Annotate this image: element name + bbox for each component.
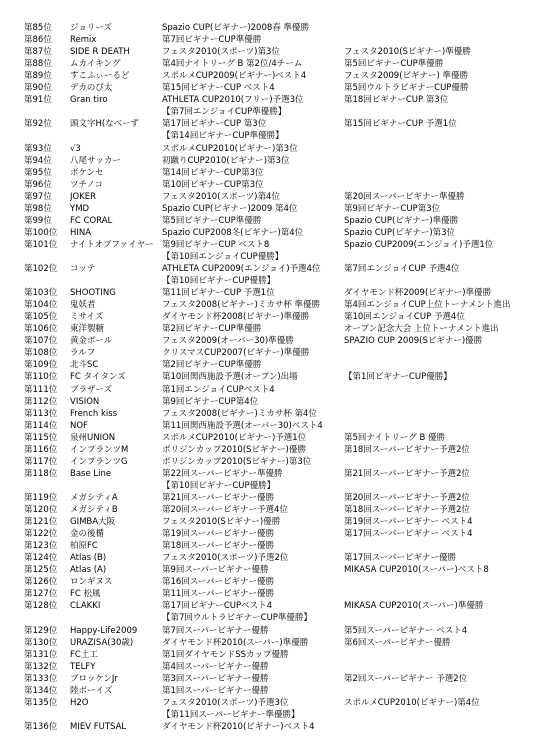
team-name: 八尾サッカー [70, 155, 121, 166]
rank-cell: 第119位 [24, 492, 58, 503]
ranking-row [0, 143, 560, 155]
ranking-row [0, 697, 560, 709]
result-secondary: 第5回ビギナーCUP準優勝 [344, 59, 444, 70]
rank-cell: 第100位 [24, 227, 58, 238]
ranking-row [0, 588, 560, 600]
result-secondary: MIKASA CUP2010(スーパー)準優勝 [344, 601, 484, 612]
team-name: CLAKKI [70, 601, 101, 612]
team-name: メガシティA [70, 492, 118, 503]
team-name: インプランツM [70, 444, 129, 455]
team-name: 頭文字H(なべーず [70, 119, 139, 130]
rank-cell: 第129位 [24, 625, 58, 636]
rank-cell: 第91位 [24, 95, 52, 106]
ranking-row [0, 685, 560, 697]
ranking-row [0, 661, 560, 673]
rank-cell: 第130位 [24, 637, 58, 648]
team-name: Atlas (B) [70, 553, 107, 564]
rank-cell: 第134位 [24, 685, 58, 696]
ranking-row [0, 82, 560, 94]
result-primary: スポルメCUP2010(ビギナー)予選1位 [162, 432, 307, 443]
ranking-row [0, 311, 560, 323]
result-primary: Spazio CUP(ビギナー)2008春 準優勝 [162, 23, 309, 33]
result-primary: 第21回スーパービギナー優勝 [162, 492, 274, 503]
ranking-row [0, 167, 560, 179]
rank-cell: 第117位 [24, 456, 58, 467]
result-primary: フェスタ2008(ビギナー)ミカサ杯 準優勝 [162, 300, 321, 311]
result-secondary: スポルメCUP2010(ビギナー)第4位 [344, 697, 480, 708]
result-secondary: 【第1回ビギナーCUP優勝】 [344, 372, 452, 383]
result-primary: 第1回エンジョイCUPベスト4 [162, 384, 275, 395]
team-name: メガシティB [70, 505, 118, 515]
ranking-row [0, 203, 560, 215]
result-primary: Spazio CUP(ビギナー)2009 第4位 [162, 203, 298, 214]
result-primary: 第1回スーパービギナー優勝 [162, 685, 269, 696]
result-primary: 第11回ビギナーCUP 予選1位 [162, 288, 275, 299]
team-name: Base Line [70, 468, 112, 479]
result-secondary: Spazio CUP2009(エンジョイ)予選1位 [344, 239, 494, 250]
ranking-row [0, 263, 560, 275]
result-secondary: 第19回スーパービギナー ベスト4 [344, 517, 473, 528]
team-name: コッテ [70, 264, 96, 274]
rank-cell: 第127位 [24, 589, 58, 600]
ranking-row [0, 492, 560, 504]
team-name: SIDE R DEATH [70, 47, 130, 58]
result-primary: 第20回スーパービギナー予選4位 [162, 505, 288, 515]
result-primary: 第9回ビギナーCUP第4位 [162, 396, 259, 407]
result-secondary: 第20回スーパービギナー予選2位 [344, 492, 470, 503]
result-primary: フェスタ2008(ビギナー)ミカサ杯 第4位 [162, 408, 317, 419]
result-primary: フェスタ2010(スポーツ)第4位 [162, 191, 280, 202]
ranking-row [0, 528, 560, 540]
team-name: H2O [70, 697, 89, 708]
team-name: 金の後楯 [70, 529, 105, 540]
rank-cell: 第124位 [24, 553, 58, 564]
ranking-row [0, 58, 560, 70]
rank-cell: 第96位 [24, 179, 52, 190]
result-primary: クリスマスCUP2007(ビギナー)準優勝 [162, 348, 310, 359]
rank-cell: 第98位 [24, 203, 52, 214]
result-primary: フェスタ2010(Sビギナー)優勝 [162, 517, 281, 528]
team-name: インプランツG [70, 456, 128, 467]
result-primary: 第18回スーパービギナー優勝 [162, 541, 274, 552]
result-secondary: 第2回スーパービギナー 予選2位 [344, 673, 468, 684]
result-primary: 第17回ビギナーCUPベスト4 [162, 601, 273, 612]
result-secondary: 第5回ウルトラビギナーCUP優勝 [344, 83, 469, 94]
result-secondary: SPAZIO CUP 2009(Sビギナー)優勝 [344, 336, 483, 347]
rank-cell: 第93位 [24, 143, 52, 154]
team-name: 東洋製糖 [70, 324, 105, 335]
result-primary: 第16回スーパービギナー優勝 [162, 577, 274, 588]
ranking-row [0, 359, 560, 371]
result-primary: 第17回ビギナーCUP 第3位 [162, 119, 267, 130]
result-secondary: フェスタ2010(Sビギナー)準優勝 [344, 47, 471, 58]
team-name: FC 松風 [70, 589, 101, 600]
award-note: 【第14回ビギナーCUP準優勝】 [162, 131, 284, 142]
result-primary: 第5回ビギナーCUP準優勝 [162, 215, 262, 226]
rank-cell: 第95位 [24, 167, 52, 178]
result-secondary: ダイヤモンド杯2009(ビギナー)準優勝 [344, 288, 492, 299]
team-name: FC土工 [70, 649, 98, 660]
ranking-row [0, 456, 560, 468]
result-primary: 第19回スーパービギナー優勝 [162, 529, 274, 540]
rank-cell: 第92位 [24, 119, 52, 130]
ranking-row [0, 287, 560, 299]
rank-cell: 第90位 [24, 83, 52, 94]
team-name: ラルフ [70, 348, 96, 359]
result-primary: 第7回スーパービギナー優勝 [162, 625, 269, 636]
team-name: デカのび太 [70, 83, 113, 94]
result-secondary: オープン記念大会 上位トーナメント進出 [344, 324, 499, 335]
ranking-row [0, 564, 560, 576]
result-primary: フェスタ2010(スポーツ)第3位 [162, 47, 280, 58]
rank-cell: 第126位 [24, 577, 58, 588]
result-primary: 第11回スーパービギナー優勝 [162, 589, 274, 600]
team-name: Atlas (A) [70, 565, 107, 576]
result-primary: フェスタ2010(スポーツ)予選2位 [162, 553, 289, 564]
result-primary: フェスタ2010(スポーツ)予選3位 [162, 697, 289, 708]
result-secondary: 第15回ビギナーCUP 予選1位 [344, 119, 457, 130]
award-note-row [0, 251, 560, 263]
result-primary: 第4回ナイトリーグ B 第2位/4チーム [162, 59, 303, 70]
result-secondary: フェスタ2009(ビギナー) 準優勝 [344, 71, 469, 82]
award-note: 【第10回エンジョイCUP優勝】 [162, 251, 284, 262]
award-note-row [0, 130, 560, 142]
result-primary: ダイヤモンド杯2010(スーパー)準優勝 [162, 637, 309, 648]
team-name: GIMBA大阪 [70, 517, 116, 528]
award-note-row [0, 480, 560, 492]
rank-cell: 第112位 [24, 396, 58, 407]
team-name: ボケンセ [70, 167, 104, 178]
ranking-row [0, 70, 560, 82]
result-secondary: 第6回スーパービギナー優勝 [344, 637, 451, 648]
team-name: Happy-Life2009 [70, 625, 138, 636]
rank-cell: 第136位 [24, 721, 58, 732]
team-name: ブラザーズ [70, 384, 113, 395]
result-secondary: 第18回スーパービギナー予選2位 [344, 444, 470, 455]
rank-cell: 第89位 [24, 71, 52, 82]
ranking-row [0, 191, 560, 203]
ranking-row [0, 371, 560, 383]
ranking-row [0, 649, 560, 661]
result-primary: 第9回スーパービギナー優勝 [162, 565, 269, 576]
result-primary: 第10回関西施設予選(オープン)出場 [162, 372, 298, 383]
rank-cell: 第110位 [24, 372, 58, 383]
result-primary: 第11回関西施設予選(オーバー30)ベスト4 [162, 420, 323, 431]
rank-cell: 第120位 [24, 505, 58, 515]
rank-cell: 第104位 [24, 300, 58, 311]
ranking-row [0, 721, 560, 733]
ranking-row [0, 384, 560, 396]
team-name: 鬼妖者 [70, 300, 96, 311]
team-name: 北斗SC [70, 360, 99, 371]
team-name: JOKER [70, 191, 97, 202]
team-name: VISION [70, 396, 100, 407]
team-name: NOF [70, 420, 88, 431]
rank-cell: 第103位 [24, 288, 58, 299]
team-name: ミサイズ [70, 312, 104, 323]
ranking-row [0, 625, 560, 637]
ranking-row [0, 179, 560, 191]
team-name: SHOOTING [70, 288, 116, 299]
team-name: FC タイタンズ [70, 372, 126, 383]
ranking-row [0, 239, 560, 251]
ranking-row [0, 227, 560, 239]
ranking-row [0, 408, 560, 420]
rank-cell: 第85位 [24, 23, 52, 33]
team-name: URAZISA(30歳) [70, 637, 134, 648]
ranking-row [0, 444, 560, 456]
ranking-row [0, 600, 560, 612]
ranking-row [0, 22, 560, 34]
award-note: 【第7回エンジョイCUP準優勝】 [162, 107, 287, 118]
rank-cell: 第121位 [24, 517, 58, 528]
result-primary: 第4回スーパービギナー優勝 [162, 661, 269, 672]
team-name: TELFY [70, 661, 96, 672]
rank-cell: 第135位 [24, 697, 58, 708]
team-name: MIEV FUTSAL [70, 721, 127, 732]
result-secondary: 第4回エンジョイCUP上位トーナメント進出 [344, 300, 511, 311]
ranking-row [0, 576, 560, 588]
result-secondary: 第10回エンジョイCUP 予選4位 [344, 312, 465, 323]
result-secondary: 第21回スーパービギナー予選2位 [344, 468, 470, 479]
ranking-row [0, 323, 560, 335]
result-secondary: Spazio CUP(ビギナー)準優勝 [344, 215, 459, 226]
team-name: 柏原FC [70, 541, 98, 552]
team-name: 陸ボーイズ [70, 685, 113, 696]
result-primary: ダイヤモンド杯2010(ビギナー)ベスト4 [162, 721, 315, 732]
result-secondary: MIKASA CUP2010(スーパー)ベスト8 [344, 565, 489, 576]
team-name: ツチノコ [70, 179, 103, 190]
result-secondary: 第20回スーパービギナー準優勝 [344, 191, 465, 202]
rank-cell: 第122位 [24, 529, 58, 540]
team-name: √3 [70, 143, 81, 154]
result-primary: ダイヤモンド杯2008(ビギナー)準優勝 [162, 312, 310, 323]
result-primary: 第14回ビギナーCUP第3位 [162, 167, 264, 178]
result-primary: フェスタ2009(オーバー30)準優勝 [162, 336, 294, 347]
result-primary: ボリジンカップ2010(Sビギナー)優勝 [162, 444, 306, 455]
team-name: YMD [70, 203, 90, 214]
award-note: 【第10回ビギナーCUP優勝】 [162, 276, 276, 287]
result-primary: ATHLETA CUP2009(エンジョイ)予選4位 [162, 264, 321, 274]
award-note-row [0, 709, 560, 721]
result-primary: 第3回スーパービギナー優勝 [162, 673, 269, 684]
ranking-row [0, 335, 560, 347]
result-secondary: 第18回スーパービギナー予選2位 [344, 505, 470, 515]
award-note-row [0, 612, 560, 624]
ranking-row [0, 46, 560, 58]
rank-cell: 第106位 [24, 324, 58, 335]
ranking-row [0, 118, 560, 130]
team-name: Gran tiro [70, 95, 108, 106]
rank-cell: 第118位 [24, 468, 58, 479]
result-primary: 第7回ビギナーCUP準優勝 [162, 35, 262, 46]
ranking-row [0, 34, 560, 46]
team-name: ブロッケンJr [70, 673, 118, 684]
result-primary: Spazio CUP2008冬(ビギナー)第4位 [162, 227, 304, 238]
ranking-row [0, 94, 560, 106]
team-name: 泉州UNION [70, 432, 116, 443]
result-secondary: 第17回スーパービギナー優勝 [344, 553, 456, 564]
team-name: Remix [70, 35, 97, 46]
ranking-row [0, 396, 560, 408]
rank-cell: 第101位 [24, 239, 58, 250]
ranking-row [0, 637, 560, 649]
team-name: 黄金ボール [70, 336, 113, 347]
result-secondary: 第7回エンジョイCUP 予選4位 [344, 264, 460, 274]
rank-cell: 第114位 [24, 420, 58, 431]
result-secondary: Spazio CUP(ビギナー)第3位 [344, 227, 456, 238]
ranking-row [0, 215, 560, 227]
team-name: ジョリーズ [70, 23, 112, 33]
result-primary: 第22回スーパービギナー準優勝 [162, 468, 283, 479]
rank-cell: 第123位 [24, 541, 58, 552]
result-primary: 第10回ビギナーCUP第3位 [162, 179, 264, 190]
rank-cell: 第109位 [24, 360, 58, 371]
ranking-row [0, 516, 560, 528]
ranking-row [0, 673, 560, 685]
award-note: 【第11回スーパービギナー準優勝】 [162, 709, 300, 720]
award-note: 【第7回ウルトラビギナーCUP準優勝】 [162, 613, 312, 624]
result-primary: スポルメCUP2010(ビギナー)第3位 [162, 143, 298, 154]
rank-cell: 第94位 [24, 155, 52, 166]
rank-cell: 第102位 [24, 264, 58, 274]
rank-cell: 第99位 [24, 215, 52, 226]
team-name: FC CORAL [70, 215, 113, 226]
result-secondary: 第18回ビギナーCUP 第3位 [344, 95, 449, 106]
result-primary: ATHLETA CUP2010(フリー)予選3位 [162, 95, 304, 106]
rank-cell: 第128位 [24, 601, 58, 612]
ranking-row [0, 540, 560, 552]
team-name: ナイトオブファイヤー [70, 239, 154, 250]
rank-cell: 第88位 [24, 59, 52, 70]
rank-cell: 第115位 [24, 432, 58, 443]
team-name: ロンギヌス [70, 577, 113, 588]
result-secondary: 第5回ナイトリーグ B 優勝 [344, 432, 446, 443]
result-secondary: 第9回ビギナーCUP第3位 [344, 203, 441, 214]
rank-cell: 第86位 [24, 35, 52, 46]
result-primary: 第2回ビギナーCUP準優勝 [162, 360, 262, 371]
rank-cell: 第107位 [24, 336, 58, 347]
result-secondary: 第5回スーパービギナー ベスト4 [344, 625, 468, 636]
result-primary: 第9回ビギナーCUP ベスト8 [162, 239, 270, 250]
team-name: ムカイキング [70, 59, 121, 70]
ranking-row [0, 420, 560, 432]
result-primary: 初蹴りCUP2010(ビギナー)第3位 [162, 155, 290, 166]
rank-cell: 第108位 [24, 348, 58, 359]
rank-cell: 第111位 [24, 384, 58, 395]
rank-cell: 第131位 [24, 649, 58, 660]
award-note-row [0, 106, 560, 118]
award-note-row [0, 275, 560, 287]
rank-cell: 第87位 [24, 47, 52, 58]
result-primary: 第15回ビギナーCUP ベスト4 [162, 83, 275, 94]
rank-cell: 第125位 [24, 565, 58, 576]
ranking-row [0, 552, 560, 564]
ranking-row [0, 299, 560, 311]
ranking-row [0, 504, 560, 516]
rank-cell: 第132位 [24, 661, 58, 672]
result-primary: ボリジンカップ2010(Sビギナー)第3位 [162, 456, 312, 467]
result-secondary: 第17回スーパービギナー ベスト4 [344, 529, 473, 540]
result-primary: 第1回ダイヤモンドSSカップ優勝 [162, 649, 289, 660]
team-name: HINA [70, 227, 92, 238]
ranking-row [0, 468, 560, 480]
rank-cell: 第133位 [24, 673, 58, 684]
award-note: 【第10回ビギナーCUP優勝】 [162, 480, 276, 491]
ranking-row [0, 155, 560, 167]
ranking-row [0, 347, 560, 359]
rank-cell: 第113位 [24, 408, 58, 419]
ranking-row [0, 432, 560, 444]
result-primary: 第2回ビギナーCUP準優勝 [162, 324, 262, 335]
rank-cell: 第97位 [24, 191, 52, 202]
rank-cell: 第116位 [24, 444, 58, 455]
team-name: French kiss [70, 408, 118, 419]
team-name: すこふぃーるど [70, 71, 130, 82]
result-primary: スポルメCUP2009(ビギナー)ベスト4 [162, 71, 307, 82]
rank-cell: 第105位 [24, 312, 58, 323]
